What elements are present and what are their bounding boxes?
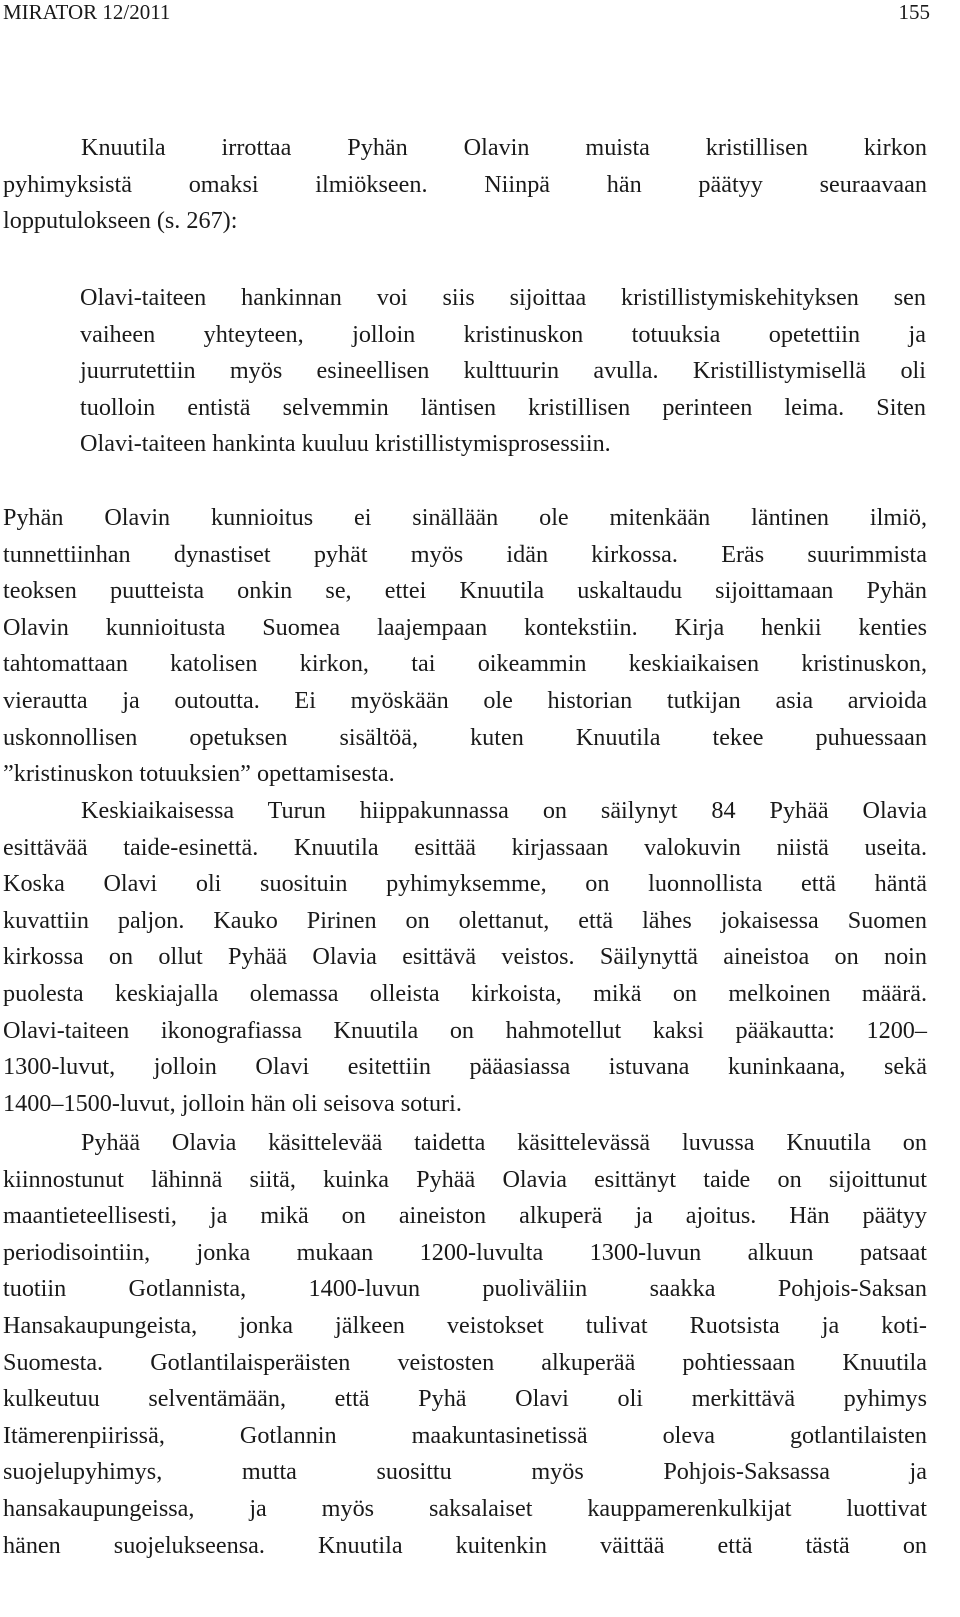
paragraph-1	[3, 130, 927, 240]
text-line: vierautta ja outoutta. Ei myöskään ole historian tutkijan asia arvioida	[3, 686, 927, 714]
running-header	[0, 0, 960, 24]
text-line: juurrutettiin myös esineellisen kulttuurin avulla. Kristillistymisellä oli	[80, 357, 926, 385]
text-line: Itämerenpiirissä, Gotlannin maakuntasinetissä oleva gotlantilaisten	[3, 1421, 927, 1449]
text-line: esittävää taide-esinettä. Knuutila esittää kirjassaan valokuvin niistä useita.	[3, 833, 927, 861]
text-line: periodisointiin, jonka mukaan 1200-luvulta 1300-luvun alkuun patsaat	[3, 1238, 927, 1266]
text-line: kiinnostunut lähinnä siitä, kuinka Pyhää Olavia esittänyt taide on sijoittunut	[3, 1165, 927, 1193]
text-line: vaiheen yhteyteen, jolloin kristinuskon totuuksia opetettiin ja	[80, 320, 926, 348]
text-line: Keskiaikaisessa Turun hiippakunnassa on säilynyt 84 Pyhää Olavia	[81, 797, 927, 824]
text-line: Olavin kunnioitusta Suomea laajempaan kontekstiin. Kirja henkii kenties	[3, 613, 927, 641]
text-line: Pyhän Olavin kunnioitus ei sinällään ole mitenkään läntinen ilmiö,	[3, 504, 927, 531]
text-line: tunnettiinhan dynastiset pyhät myös idän kirkossa. Eräs suurimmista	[3, 540, 927, 568]
text-line: 1400–1500-luvut, jolloin hän oli seisova soturi.	[3, 1089, 462, 1117]
text-line: hänen suojelukseensa. Knuutila kuitenkin väittää että tästä on	[3, 1531, 927, 1559]
text-line: Pyhää Olavia käsittelevää taidetta käsittelevässä luvussa Knuutila on	[81, 1129, 927, 1156]
text-line: kulkeutuu selventämään, että Pyhä Olavi oli merkittävä pyhimys	[3, 1385, 927, 1413]
text-line: Olavi-taiteen hankinnan voi siis sijoittaa kristillistymiskehityksen sen	[80, 284, 926, 311]
paragraph-2	[3, 500, 927, 793]
text-line: Olavi-taiteen hankinta kuuluu kristillistymisprosessiin.	[80, 430, 611, 458]
text-line: kirkossa on ollut Pyhää Olavia esittävä veistos. Säilynyttä aineistoa on noin	[3, 943, 927, 971]
text-line: Knuutila irrottaa Pyhän Olavin muista kristillisen kirkon	[81, 134, 927, 161]
text-line: 1300-luvut, jolloin Olavi esitettiin pääasiassa istuvana kuninkaana, sekä	[3, 1053, 927, 1081]
text-line: ”kristinuskon totuuksien” opettamisesta.	[3, 760, 395, 788]
page-number: 155	[898, 0, 930, 24]
text-line: puolesta keskiajalla olemassa olleista kirkoista, mikä on melkoinen määrä.	[3, 979, 927, 1007]
text-line: tahtomattaan katolisen kirkon, tai oikeammin keskiaikaisen kristinuskon,	[3, 650, 927, 678]
text-line: uskonnollisen opetuksen sisältöä, kuten Knuutila tekee puhuessaan	[3, 723, 927, 751]
text-line: teoksen puutteista onkin se, ettei Knuutila uskaltaudu sijoittamaan Pyhän	[3, 577, 927, 605]
journal-issue: MIRATOR 12/2011	[3, 0, 171, 24]
text-line: Koska Olavi oli suosituin pyhimyksemme, on luonnollista että häntä	[3, 870, 927, 898]
text-line: suojelupyhimys, mutta suosittu myös Pohjois-Saksassa ja	[3, 1458, 927, 1486]
text-line: Olavi-taiteen ikonografiassa Knuutila on hahmotellut kaksi pääkautta: 1200–	[3, 1016, 927, 1044]
text-line: Suomesta. Gotlantilaisperäisten veistosten alkuperää pohtiessaan Knuutila	[3, 1348, 927, 1376]
text-line: maantieteellisesti, ja mikä on aineiston alkuperä ja ajoitus. Hän päätyy	[3, 1202, 927, 1230]
paragraph-4	[3, 1125, 927, 1564]
text-line: Hansakaupungeista, jonka jälkeen veistokset tulivat Ruotsista ja koti-	[3, 1311, 927, 1339]
text-line: pyhimyksistä omaksi ilmiökseen. Niinpä hän päätyy seuraavaan	[3, 170, 927, 198]
text-line: tuotiin Gotlannista, 1400-luvun puoliväliin saakka Pohjois-Saksan	[3, 1275, 927, 1303]
text-line: tuolloin entistä selvemmin läntisen kristillisen perinteen leima. Siten	[80, 393, 926, 421]
text-line: kuvattiin paljon. Kauko Pirinen on olettanut, että lähes jokaisessa Suomen	[3, 906, 927, 934]
paragraph-3	[3, 793, 927, 1122]
text-line: lopputulokseen (s. 267):	[3, 207, 238, 235]
text-line: hansakaupungeissa, ja myös saksalaiset kauppamerenkulkijat luottivat	[3, 1494, 927, 1522]
block-quote	[80, 280, 926, 463]
